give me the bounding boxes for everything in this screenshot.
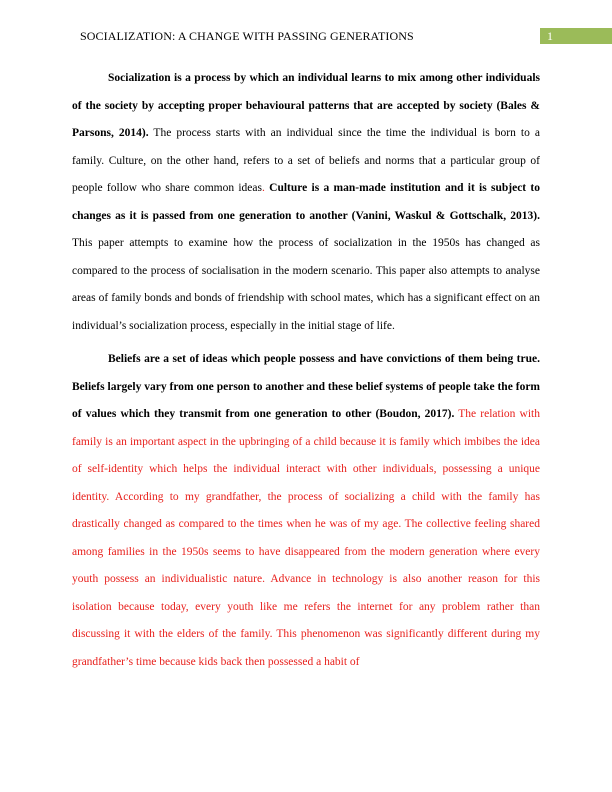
- red-text-family-relation: The relation with family is an important aspect in the upbringing of a child because it is family which imbibes the idea of self-identity which helps the individual interact with other individuals, possessing a unique identity. According to my grandfather, the process of socializing a child with the family has drastically changed as compared to the times when he was of my age. The collective feeling shared among families in the 1950s seems to have disappeared from the modern generation where every youth possess an individualistic nature. Advance in technology is also another reason for this isolation because today, every youth like me refers the internet for any problem rather than discussing it with the elders of the family. This phenomenon was significantly different during my grandfather’s time because kids back then possessed a habit of: [72, 408, 540, 668]
- page-header: [0, 0, 612, 50]
- running-head: SOCIALIZATION: A CHANGE WITH PASSING GENERATIONS: [80, 29, 414, 43]
- paragraph-1: [72, 65, 540, 340]
- document-body: [72, 65, 540, 682]
- paragraph-2: [72, 346, 540, 676]
- text-process-starts: The process starts with an individual since the time the individual is born to a family. Culture, on the other hand, refers to a set of beliefs and norms that a particular group of people follow who share common ideas: [72, 127, 540, 194]
- red-period: .: [262, 182, 265, 194]
- page-number-badge: 1: [540, 28, 612, 44]
- bold-sentence-culture: Culture is a man-made institution and it is subject to changes as it is passed from one generation to another (Vanini, Waskul & Gottschalk, 2013).: [72, 182, 540, 222]
- text-paper-attempts: This paper attempts to examine how the process of socialization in the 1950s has changed as compared to the process of socialisation in the modern scenario. This paper also attempts to analyse areas of family bonds and bonds of friendship with school mates, which has a significant effect on an individual’s socialization process, especially in the initial stage of life.: [72, 237, 540, 332]
- bold-sentence-beliefs: Beliefs are a set of ideas which people possess and have convictions of them being true. Beliefs largely vary from one person to another and these belief systems of people take the form of values which they transmit from one generation to other (Boudon, 2017).: [72, 353, 540, 420]
- bold-sentence-socialization: Socialization is a process by which an individual learns to mix among other individuals of the society by accepting proper behavioural patterns that are accepted by society (Bales & Parsons, 2014).: [72, 72, 540, 139]
